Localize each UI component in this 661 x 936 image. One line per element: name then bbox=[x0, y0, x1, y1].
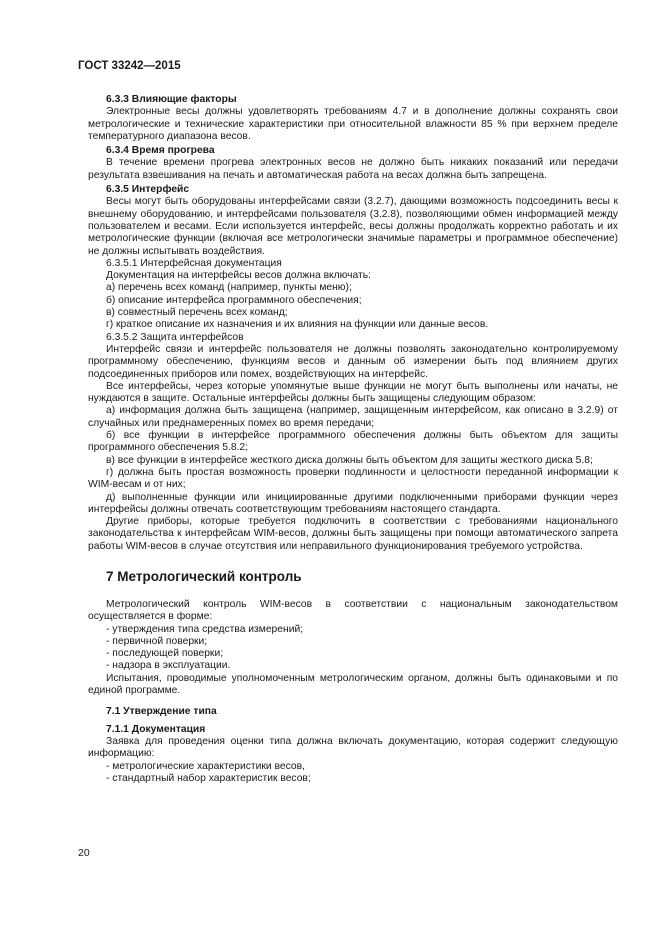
clause-heading: 6.3.4 Время прогрева bbox=[106, 145, 215, 157]
paragraph: - последующей поверки; bbox=[106, 648, 224, 660]
document-code: ГОСТ 33242—2015 bbox=[78, 60, 181, 72]
paragraph: Испытания, проводимые уполномоченным метрологическим органом, должны быть одинаковыми и по единой программе. bbox=[88, 672, 618, 697]
clause-heading: 6.3.3 Влияющие факторы bbox=[106, 94, 237, 105]
paragraph: Другие приборы, которые требуется подключить в соответствии с требованиями национального законодательства к интерфейсам WIM-весов, должны быть защищены при помощи автоматического запрета работы WIM-весов в случае отсутствия или неправильного функционирования требуемого устройства. bbox=[88, 516, 618, 552]
paragraph: а) информация должна быть защищена (например, защищенным интерфейсом, как описано в 3.2.9) от случайных или преднамеренных помех во время передачи; bbox=[88, 405, 618, 429]
page-number: 20 bbox=[78, 847, 90, 859]
paragraph: б) все функции в интерфейсе программного обеспечения должны быть объектом для защиты программного обеспечения 5.8.2; bbox=[88, 430, 618, 454]
paragraph: - утверждения типа средства измерений; bbox=[106, 623, 304, 635]
paragraph: 6.3.5.2 Защита интерфейсов bbox=[106, 331, 244, 343]
section-heading: 7 Метрологический контроль bbox=[106, 568, 302, 584]
paragraph: б) описание интерфейса программного обеспечения; bbox=[106, 294, 362, 306]
paragraph: д) выполненные функции или инициированные другими подключенными приборами функции через интерфейсы должны отвечать соответствующим требованиям настоящего стандарта. bbox=[88, 491, 618, 515]
paragraph: г) краткое описание их назначения и их влияния на функции или данные весов. bbox=[106, 319, 489, 331]
paragraph: Интерфейс связи и интерфейс пользователя не должны позволять законодательно контролируемому программному обеспечению, функциям весов и данным об измерении быть под влиянием других подсоединенных приборов или помех, воздействующих на интерфейс. bbox=[88, 343, 618, 380]
subsection-heading: 7.1 Утверждение типа bbox=[106, 706, 217, 718]
clause-heading: 6.3.5 Интерфейс bbox=[106, 184, 190, 196]
paragraph: - стандартный набор характеристик весов; bbox=[106, 772, 311, 784]
paragraph: г) должна быть простая возможность проверки подлинности и целостности переданной информации к WIM-весам и от них; bbox=[88, 466, 618, 491]
document-body bbox=[88, 92, 618, 785]
paragraph: Весы могут быть оборудованы интерфейсами связи (3.2.7), дающими возможность подсоединить весы к внешнему оборудованию, и интерфейсами пользователя (3.2.8), позволяющими обмен информацией между пользователем и весами. Если используется интерфейс, весы должны продолжать корректно работать и их метрологические функции (включая все метрологически значимые параметры и программное обеспечение) не должны испытывать воздействия. bbox=[88, 196, 618, 257]
paragraph: а) перечень всех команд (например, пункты меню); bbox=[106, 282, 352, 294]
paragraph: в) все функции в интерфейсе жесткого диска должны быть объектом для защиты жесткого диска 5.8; bbox=[106, 454, 593, 466]
paragraph: Электронные весы должны удовлетворять требованиям 4.7 и в дополнение должны сохранять свои метрологические и технические характеристики при относительной влажности 85 % при верхнем пределе температурного диапазона весов. bbox=[88, 106, 618, 142]
paragraph: Метрологический контроль WIM-весов в соответствии с национальным законодательством осуществляется в форме: bbox=[88, 598, 618, 623]
paragraph: Документация на интерфейсы весов должна включать: bbox=[106, 270, 371, 282]
paragraph: в) совместный перечень всех команд; bbox=[106, 307, 288, 319]
paragraph: - надзора в эксплуатации. bbox=[106, 660, 231, 672]
clause-heading: 7.1.1 Документация bbox=[106, 723, 206, 735]
paragraph: - первичной поверки; bbox=[106, 635, 208, 647]
paragraph: Заявка для проведения оценки типа должна включать документацию, которая содержит следующую информацию: bbox=[88, 735, 618, 760]
paragraph: В течение времени прогрева электронных весов не должно быть никаких показаний или передачи результата взвешивания на печать и автоматическая работа на весах должна быть запрещена. bbox=[88, 157, 618, 181]
paragraph: Все интерфейсы, через которые упомянутые выше функции не могут быть выполнены или начаты, не нуждаются в защите. Остальные интерфейсы должны быть защищены следующим образом: bbox=[88, 380, 618, 405]
paragraph: - метрологические характеристики весов, bbox=[106, 760, 305, 772]
paragraph: 6.3.5.1 Интерфейсная документация bbox=[106, 257, 282, 269]
